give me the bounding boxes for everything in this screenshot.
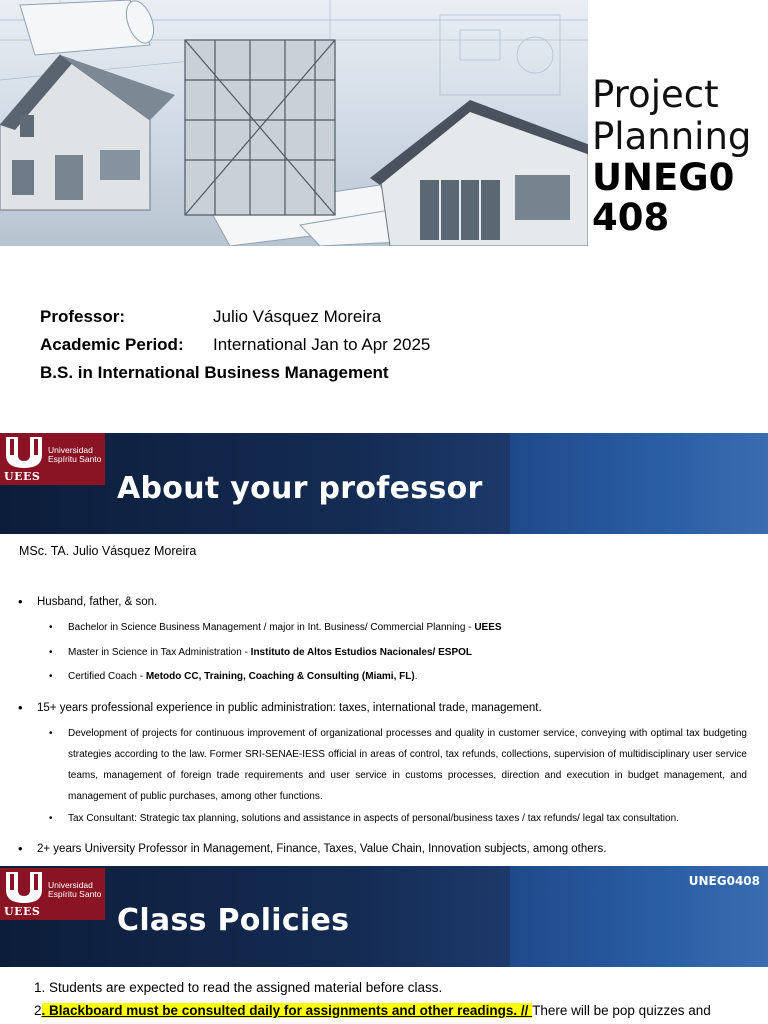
period-label: Academic Period: [40, 335, 184, 354]
program-name: B.S. in International Business Management [40, 363, 389, 382]
coach-period: . [414, 671, 418, 682]
course-info [40, 305, 430, 389]
university-acronym: UEES [4, 470, 41, 483]
course-code-line-1: UNEG0 [592, 156, 735, 199]
university-name-line-2: Espíritu Santo [48, 889, 102, 899]
bachelor-school: UEES [474, 622, 502, 633]
university-name-line-2: Espíritu Santo [48, 454, 102, 464]
course-code-line-2: 408 [592, 196, 670, 239]
period-row [40, 333, 430, 361]
university-acronym: UEES [4, 905, 41, 918]
master-school: Instituto de Altos Estudios Nacionales/ ESPOL [250, 647, 472, 658]
professor-value: Julio Vásquez Moreira [213, 307, 382, 326]
bullet-icon: • [49, 647, 53, 658]
class-policies-slide [0, 866, 768, 1024]
bullet-icon: • [18, 700, 23, 715]
bullet-icon: • [49, 728, 53, 739]
title-line-2: Planning [592, 115, 752, 158]
professor-label: Professor: [40, 307, 126, 326]
bullet-icon: • [49, 813, 53, 824]
bio-certification [68, 671, 417, 682]
bullet-icon: • [49, 622, 53, 633]
u-emblem-icon [4, 435, 44, 469]
period-value: International Jan to Apr 2025 [213, 335, 431, 354]
professor-bio [0, 534, 768, 865]
professor-full-name: MSc. TA. Julio Vásquez Moreira [19, 544, 197, 558]
bio-bullet-family: Husband, father, & son. [37, 596, 158, 608]
policy-item-1: 1. Students are expected to read the assigned material before class. [34, 980, 443, 995]
policy-2-number: 2 [34, 1003, 42, 1018]
bullet-icon: • [18, 594, 23, 609]
university-name-line-1: Universidad [48, 880, 93, 890]
title-line-1: Project [592, 73, 719, 116]
master-text: Master in Science in Tax Administration - [68, 647, 251, 658]
slide-title: About your professor [117, 471, 483, 506]
university-name [48, 881, 101, 899]
university-name [48, 446, 101, 464]
bio-degree-bachelor [68, 622, 502, 633]
uees-logo [0, 868, 105, 920]
bio-degree-master [68, 647, 472, 658]
bio-bullet-teaching: 2+ years University Professor in Management, Finance, Taxes, Value Chain, Innovation subjects, among others. [37, 843, 607, 855]
slide-header-band [0, 433, 768, 534]
slide-header-band [0, 866, 768, 967]
title-slide [0, 0, 768, 432]
bio-tax-consultant: Tax Consultant: Strategic tax planning, solutions and assistance in aspects of personal/business taxes / tax refunds/ legal tax consultation. [68, 813, 679, 824]
slide-title: Class Policies [117, 903, 350, 938]
u-emblem-icon [4, 870, 44, 904]
bullet-icon: • [49, 671, 53, 682]
coach-organization: Metodo CC, Training, Coaching & Consulting (Miami, FL) [145, 671, 415, 682]
policy-2-text: There will be pop quizzes and [532, 1003, 711, 1018]
bio-bullet-experience: 15+ years professional experience in public administration: taxes, international trade, management. [37, 702, 542, 714]
university-name-line-1: Universidad [48, 445, 93, 455]
uees-logo [0, 433, 105, 485]
course-code-tag: UNEG0408 [688, 874, 760, 888]
header-gradient [510, 433, 768, 534]
bullet-icon: • [18, 841, 23, 856]
about-professor-slide [0, 433, 768, 865]
professor-row [40, 305, 430, 333]
policy-item-2 [34, 1003, 711, 1018]
course-title [592, 74, 768, 238]
coach-text: Certified Coach - [68, 671, 146, 682]
bio-experience-detail: Development of projects for continuous improvement of organizational processes and quality in customer service, conveying with optimal tax budgeting strategies according to the law. Former SRI-SENAE-IESS official in areas of control, tax refunds, collections, supervision of multidisciplinary user service teams, management of foreign trade requirements and user service in customs processes, direction and execution in budget management, and management of public purchases, among other functions. [68, 728, 747, 802]
architecture-image [0, 0, 588, 246]
policy-2-highlight: . Blackboard must be consulted daily for assignments and other readings. // [41, 1003, 533, 1018]
house-illustration [0, 0, 588, 246]
bachelor-text: Bachelor in Science Business Management / major in Int. Business/ Commercial Planning - [68, 622, 475, 633]
